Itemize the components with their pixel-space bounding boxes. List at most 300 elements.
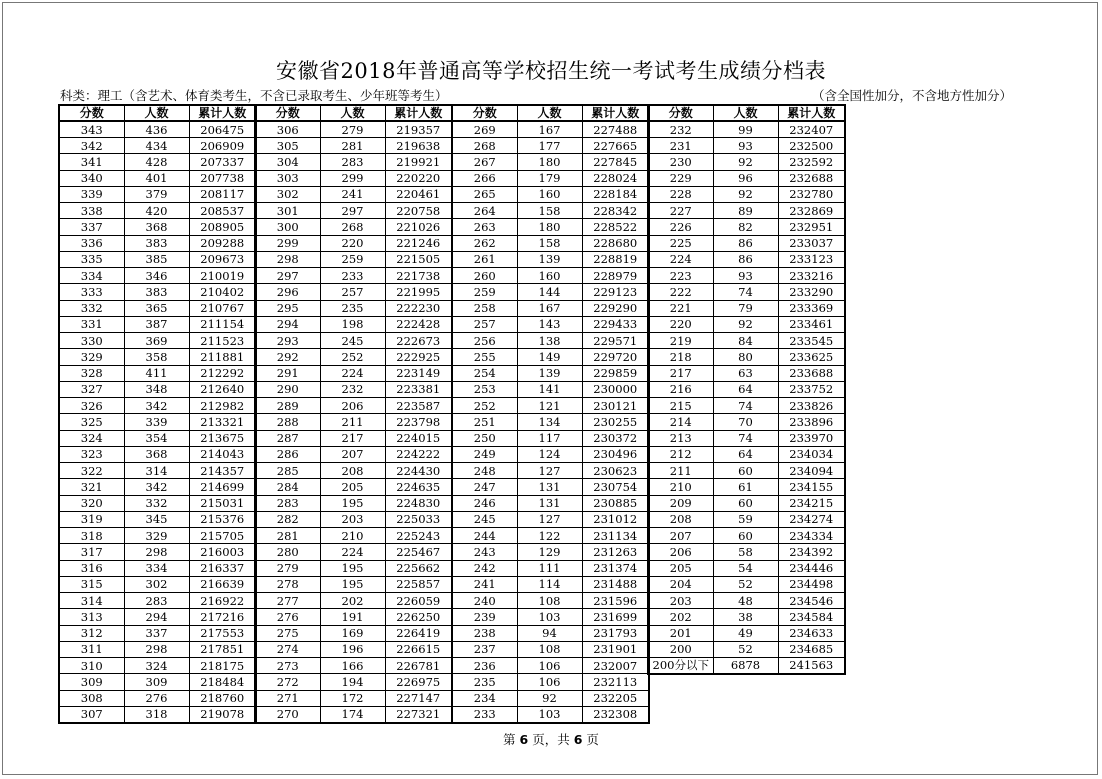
cumulative-cell: 221505	[385, 251, 452, 267]
score-cell: 203	[648, 593, 713, 609]
score-cell: 277	[255, 593, 320, 609]
table-row	[648, 138, 845, 154]
table-row	[648, 398, 845, 414]
count-cell: 299	[320, 170, 385, 186]
table-row	[452, 219, 649, 235]
table-row	[452, 560, 649, 576]
count-cell: 179	[517, 170, 582, 186]
table-row	[648, 186, 845, 202]
cumulative-cell: 234584	[778, 609, 845, 625]
cumulative-cell: 224015	[385, 430, 452, 446]
table-row	[452, 641, 649, 657]
count-cell: 385	[124, 251, 189, 267]
cumulative-cell: 233037	[778, 235, 845, 251]
count-cell: 297	[320, 203, 385, 219]
table-row	[255, 511, 452, 527]
table-row	[59, 544, 256, 560]
count-cell: 348	[124, 381, 189, 397]
table-row	[648, 219, 845, 235]
score-cell: 322	[59, 463, 124, 479]
score-cell: 208	[648, 511, 713, 527]
count-cell: 129	[517, 544, 582, 560]
cumulative-cell: 222230	[385, 300, 452, 316]
count-cell: 158	[517, 235, 582, 251]
count-cell: 172	[320, 690, 385, 706]
count-cell: 124	[517, 446, 582, 462]
count-cell: 111	[517, 560, 582, 576]
count-cell: 411	[124, 365, 189, 381]
cumulative-cell: 224635	[385, 479, 452, 495]
count-cell: 210	[320, 528, 385, 544]
count-cell: 241	[320, 186, 385, 202]
cumulative-cell: 233369	[778, 300, 845, 316]
count-cell: 60	[713, 463, 778, 479]
score-cell: 298	[255, 251, 320, 267]
cumulative-cell: 220758	[385, 203, 452, 219]
score-cell: 335	[59, 251, 124, 267]
cumulative-cell: 232007	[582, 658, 649, 674]
count-cell: 103	[517, 609, 582, 625]
header-score: 分数	[648, 105, 713, 121]
count-cell: 52	[713, 576, 778, 592]
table-row	[452, 349, 649, 365]
cumulative-cell: 234546	[778, 593, 845, 609]
cumulative-cell: 228184	[582, 186, 649, 202]
table-row	[255, 186, 452, 202]
score-cell: 261	[452, 251, 517, 267]
count-cell: 220	[320, 235, 385, 251]
score-cell: 270	[255, 706, 320, 722]
cumulative-cell: 231012	[582, 511, 649, 527]
table-row	[59, 641, 256, 657]
cumulative-cell: 211881	[189, 349, 256, 365]
count-cell: 134	[517, 414, 582, 430]
count-cell: 329	[124, 528, 189, 544]
count-cell: 180	[517, 154, 582, 170]
cumulative-cell: 233826	[778, 398, 845, 414]
cumulative-cell: 227845	[582, 154, 649, 170]
table-row	[452, 203, 649, 219]
table-row	[59, 284, 256, 300]
count-cell: 194	[320, 674, 385, 690]
table-row	[255, 300, 452, 316]
score-cell: 231	[648, 138, 713, 154]
count-cell: 365	[124, 300, 189, 316]
count-cell: 92	[713, 154, 778, 170]
cumulative-cell: 230121	[582, 398, 649, 414]
table-row	[255, 674, 452, 690]
table-row	[452, 593, 649, 609]
count-cell: 61	[713, 479, 778, 495]
table-row	[255, 560, 452, 576]
count-cell: 167	[517, 300, 582, 316]
cumulative-cell: 224222	[385, 446, 452, 462]
count-cell: 131	[517, 479, 582, 495]
cumulative-cell: 230372	[582, 430, 649, 446]
count-cell: 342	[124, 479, 189, 495]
cumulative-cell: 223798	[385, 414, 452, 430]
table-row	[59, 300, 256, 316]
count-cell: 127	[517, 511, 582, 527]
score-cell: 290	[255, 381, 320, 397]
table-row	[648, 365, 845, 381]
score-cell: 227	[648, 203, 713, 219]
cumulative-cell: 212982	[189, 398, 256, 414]
table-row	[255, 203, 452, 219]
cumulative-cell: 207337	[189, 154, 256, 170]
count-cell: 103	[517, 706, 582, 722]
count-cell: 268	[320, 219, 385, 235]
table-row	[452, 186, 649, 202]
bonus-note: （含全国性加分，不含地方性加分）	[811, 88, 1012, 103]
count-cell: 195	[320, 495, 385, 511]
score-cell: 334	[59, 268, 124, 284]
score-cell: 214	[648, 414, 713, 430]
cumulative-cell: 233625	[778, 349, 845, 365]
table-row	[648, 658, 845, 674]
footer-middle: 页，共	[532, 732, 570, 747]
score-cell: 297	[255, 268, 320, 284]
table-row	[255, 349, 452, 365]
score-cell: 240	[452, 593, 517, 609]
header-cumulative: 累计人数	[778, 105, 845, 121]
score-cell: 329	[59, 349, 124, 365]
count-cell: 202	[320, 593, 385, 609]
count-cell: 59	[713, 511, 778, 527]
table-row	[59, 528, 256, 544]
table-row	[59, 349, 256, 365]
cumulative-cell: 229433	[582, 316, 649, 332]
table-row	[648, 121, 845, 137]
cumulative-cell: 216922	[189, 593, 256, 609]
score-cell: 284	[255, 479, 320, 495]
count-cell: 195	[320, 560, 385, 576]
table-row	[255, 463, 452, 479]
table-row	[59, 316, 256, 332]
table-row	[648, 479, 845, 495]
count-cell: 6878	[713, 658, 778, 674]
cumulative-cell: 210767	[189, 300, 256, 316]
table-row	[648, 495, 845, 511]
cumulative-cell: 206475	[189, 121, 256, 137]
table-row	[255, 609, 452, 625]
table-row	[452, 398, 649, 414]
score-cell: 275	[255, 625, 320, 641]
score-cell: 304	[255, 154, 320, 170]
count-cell: 74	[713, 430, 778, 446]
score-cell: 300	[255, 219, 320, 235]
cumulative-cell: 231596	[582, 593, 649, 609]
cumulative-cell: 231134	[582, 528, 649, 544]
cumulative-cell: 229123	[582, 284, 649, 300]
count-cell: 64	[713, 381, 778, 397]
count-cell: 158	[517, 203, 582, 219]
cumulative-cell: 208905	[189, 219, 256, 235]
cumulative-cell: 233123	[778, 251, 845, 267]
count-cell: 149	[517, 349, 582, 365]
header-score: 分数	[452, 105, 517, 121]
table-row	[255, 625, 452, 641]
table-row	[452, 170, 649, 186]
subject-category: 科类：理工（含艺术、体育类考生，不含已录取考生、少年班等考生）	[60, 88, 448, 103]
count-cell: 224	[320, 365, 385, 381]
cumulative-cell: 227321	[385, 706, 452, 722]
table-row	[255, 333, 452, 349]
score-cell: 327	[59, 381, 124, 397]
table-row	[255, 398, 452, 414]
count-cell: 127	[517, 463, 582, 479]
cumulative-cell: 234498	[778, 576, 845, 592]
count-cell: 167	[517, 121, 582, 137]
score-cell: 236	[452, 658, 517, 674]
count-cell: 58	[713, 544, 778, 560]
cumulative-cell: 232407	[778, 121, 845, 137]
cumulative-cell: 228024	[582, 170, 649, 186]
count-cell: 138	[517, 333, 582, 349]
cumulative-cell: 231699	[582, 609, 649, 625]
cumulative-cell: 231263	[582, 544, 649, 560]
score-cell: 213	[648, 430, 713, 446]
table-row	[59, 154, 256, 170]
cumulative-cell: 219078	[189, 706, 256, 722]
score-cell: 215	[648, 398, 713, 414]
table-row	[452, 381, 649, 397]
score-cell: 283	[255, 495, 320, 511]
score-cell: 267	[452, 154, 517, 170]
cumulative-cell: 229571	[582, 333, 649, 349]
cumulative-cell: 227488	[582, 121, 649, 137]
cumulative-cell: 232780	[778, 186, 845, 202]
count-cell: 169	[320, 625, 385, 641]
score-cell: 254	[452, 365, 517, 381]
score-cell: 292	[255, 349, 320, 365]
table-row	[648, 576, 845, 592]
count-cell: 207	[320, 446, 385, 462]
table-row	[648, 235, 845, 251]
table-row	[452, 268, 649, 284]
score-cell: 332	[59, 300, 124, 316]
count-cell: 428	[124, 154, 189, 170]
score-cell: 243	[452, 544, 517, 560]
count-cell: 401	[124, 170, 189, 186]
score-cell: 276	[255, 609, 320, 625]
score-cell: 288	[255, 414, 320, 430]
score-cell: 323	[59, 446, 124, 462]
cumulative-cell: 225033	[385, 511, 452, 527]
score-cell: 204	[648, 576, 713, 592]
score-cell: 220	[648, 316, 713, 332]
footer-total-pages: 6	[573, 732, 583, 747]
score-cell: 294	[255, 316, 320, 332]
count-cell: 196	[320, 641, 385, 657]
table-row	[59, 251, 256, 267]
cumulative-cell: 232205	[582, 690, 649, 706]
cumulative-cell: 234334	[778, 528, 845, 544]
count-cell: 294	[124, 609, 189, 625]
table-row	[255, 284, 452, 300]
cumulative-cell: 219638	[385, 138, 452, 154]
cumulative-cell: 234633	[778, 625, 845, 641]
score-cell: 309	[59, 674, 124, 690]
cumulative-cell: 213675	[189, 430, 256, 446]
count-cell: 324	[124, 658, 189, 674]
score-cell: 219	[648, 333, 713, 349]
count-cell: 283	[124, 593, 189, 609]
count-cell: 114	[517, 576, 582, 592]
footer-prefix: 第	[503, 732, 516, 747]
count-cell: 217	[320, 430, 385, 446]
count-cell: 117	[517, 430, 582, 446]
table-row	[648, 414, 845, 430]
cumulative-cell: 228522	[582, 219, 649, 235]
cumulative-cell: 228819	[582, 251, 649, 267]
table-row	[452, 284, 649, 300]
table-row	[59, 381, 256, 397]
cumulative-cell: 209288	[189, 235, 256, 251]
header-count: 人数	[320, 105, 385, 121]
page-title: 安徽省2018年普通高等学校招生统一考试考生成绩分档表	[276, 59, 826, 83]
table-row	[59, 446, 256, 462]
count-cell: 74	[713, 398, 778, 414]
cumulative-cell: 225243	[385, 528, 452, 544]
score-cell: 310	[59, 658, 124, 674]
table-row	[648, 609, 845, 625]
cumulative-cell: 215376	[189, 511, 256, 527]
cumulative-cell: 226781	[385, 658, 452, 674]
table-row	[648, 349, 845, 365]
count-cell: 259	[320, 251, 385, 267]
count-cell: 368	[124, 219, 189, 235]
count-cell: 309	[124, 674, 189, 690]
score-cell: 282	[255, 511, 320, 527]
count-cell: 252	[320, 349, 385, 365]
table-row	[648, 284, 845, 300]
table-row	[59, 609, 256, 625]
cumulative-cell: 231488	[582, 576, 649, 592]
count-cell: 276	[124, 690, 189, 706]
table-row	[648, 625, 845, 641]
score-table-block-1	[58, 104, 257, 724]
table-row	[59, 138, 256, 154]
table-row	[452, 154, 649, 170]
count-cell: 60	[713, 495, 778, 511]
table-row	[59, 706, 256, 722]
score-cell: 274	[255, 641, 320, 657]
score-cell: 218	[648, 349, 713, 365]
score-cell: 202	[648, 609, 713, 625]
table-row	[255, 641, 452, 657]
header-count: 人数	[124, 105, 189, 121]
table-row	[255, 381, 452, 397]
table-row	[59, 625, 256, 641]
score-cell: 281	[255, 528, 320, 544]
table-row	[648, 511, 845, 527]
count-cell: 342	[124, 398, 189, 414]
count-cell: 302	[124, 576, 189, 592]
cumulative-cell: 206909	[189, 138, 256, 154]
table-row	[452, 576, 649, 592]
cumulative-cell: 233688	[778, 365, 845, 381]
count-cell: 379	[124, 186, 189, 202]
score-cell: 306	[255, 121, 320, 137]
score-cell: 338	[59, 203, 124, 219]
table-row	[59, 170, 256, 186]
cumulative-cell: 215031	[189, 495, 256, 511]
cumulative-cell: 223381	[385, 381, 452, 397]
count-cell: 332	[124, 495, 189, 511]
table-row	[255, 154, 452, 170]
cumulative-cell: 224830	[385, 495, 452, 511]
cumulative-cell: 234094	[778, 463, 845, 479]
score-cell: 246	[452, 495, 517, 511]
cumulative-cell: 214699	[189, 479, 256, 495]
cumulative-cell: 222673	[385, 333, 452, 349]
count-cell: 298	[124, 544, 189, 560]
table-row	[452, 528, 649, 544]
cumulative-cell: 218484	[189, 674, 256, 690]
cumulative-cell: 233896	[778, 414, 845, 430]
cumulative-cell: 230754	[582, 479, 649, 495]
count-cell: 203	[320, 511, 385, 527]
score-cell: 257	[452, 316, 517, 332]
cumulative-cell: 217851	[189, 641, 256, 657]
score-cell: 200分以下	[648, 658, 713, 674]
score-cell: 303	[255, 170, 320, 186]
table-row	[648, 333, 845, 349]
count-cell: 232	[320, 381, 385, 397]
table-row	[452, 463, 649, 479]
cumulative-cell: 232592	[778, 154, 845, 170]
cumulative-cell: 226419	[385, 625, 452, 641]
cumulative-cell: 222428	[385, 316, 452, 332]
score-cell: 265	[452, 186, 517, 202]
score-cell: 260	[452, 268, 517, 284]
table-row	[255, 430, 452, 446]
count-cell: 369	[124, 333, 189, 349]
cumulative-cell: 223149	[385, 365, 452, 381]
count-cell: 139	[517, 365, 582, 381]
table-row	[59, 690, 256, 706]
table-row	[255, 495, 452, 511]
table-row	[648, 203, 845, 219]
score-cell: 316	[59, 560, 124, 576]
score-cell: 234	[452, 690, 517, 706]
table-row	[59, 674, 256, 690]
cumulative-cell: 234034	[778, 446, 845, 462]
cumulative-cell: 218760	[189, 690, 256, 706]
table-row	[59, 658, 256, 674]
count-cell: 144	[517, 284, 582, 300]
count-cell: 49	[713, 625, 778, 641]
table-row	[59, 398, 256, 414]
cumulative-cell: 218175	[189, 658, 256, 674]
count-cell: 74	[713, 284, 778, 300]
cumulative-cell: 214043	[189, 446, 256, 462]
table-row	[59, 479, 256, 495]
score-cell: 262	[452, 235, 517, 251]
count-cell: 368	[124, 446, 189, 462]
score-cell: 291	[255, 365, 320, 381]
count-cell: 63	[713, 365, 778, 381]
count-cell: 345	[124, 511, 189, 527]
score-cell: 229	[648, 170, 713, 186]
count-cell: 180	[517, 219, 582, 235]
cumulative-cell: 227665	[582, 138, 649, 154]
score-cell: 225	[648, 235, 713, 251]
cumulative-cell: 231374	[582, 560, 649, 576]
score-cell: 321	[59, 479, 124, 495]
cumulative-cell: 232688	[778, 170, 845, 186]
